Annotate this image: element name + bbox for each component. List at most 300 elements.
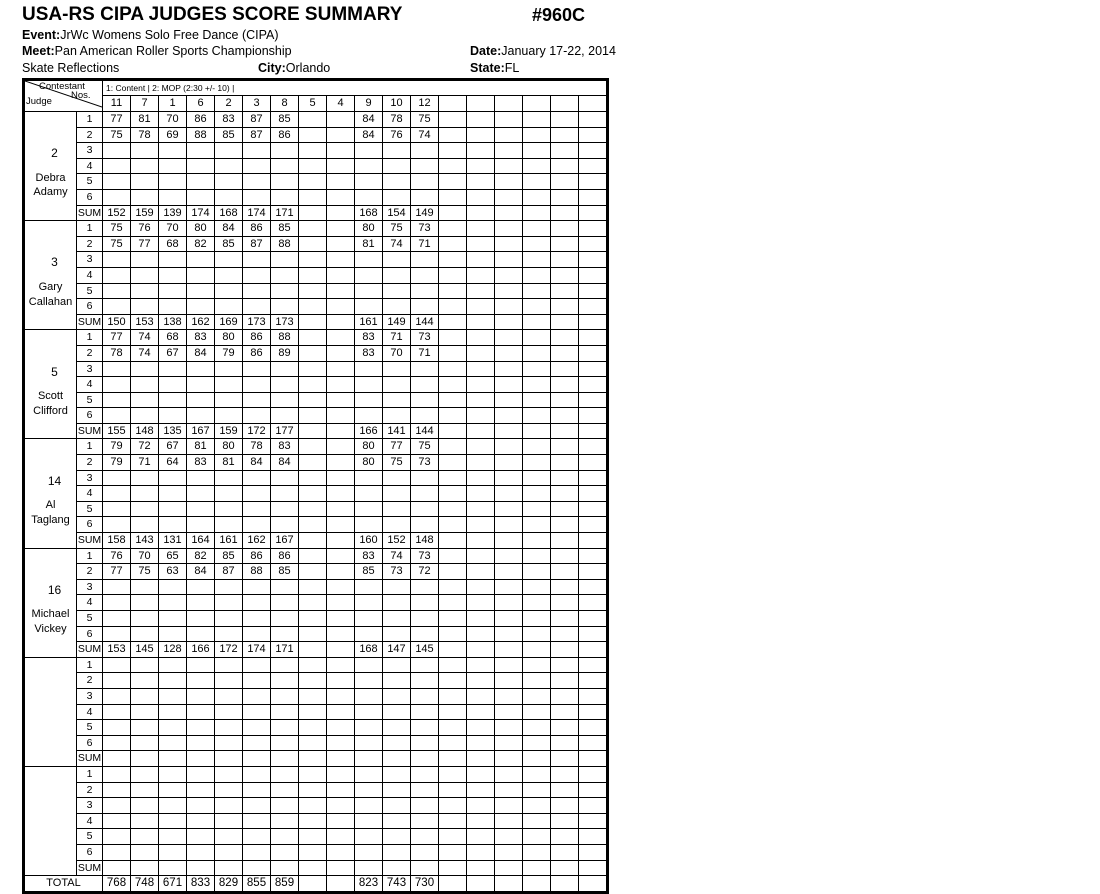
empty-cell[interactable] [411,813,439,829]
empty-cell[interactable] [579,127,607,143]
empty-cell[interactable] [103,798,131,814]
empty-cell[interactable] [159,361,187,377]
empty-cell[interactable] [383,673,411,689]
empty-cell[interactable] [495,267,523,283]
score-cell[interactable]: 84 [187,564,215,580]
empty-cell[interactable] [103,501,131,517]
empty-cell[interactable] [355,657,383,673]
score-cell[interactable]: 71 [131,455,159,471]
score-cell[interactable]: 84 [355,127,383,143]
empty-cell[interactable] [215,252,243,268]
empty-cell[interactable] [383,377,411,393]
empty-cell[interactable] [327,611,355,627]
empty-cell[interactable] [495,673,523,689]
score-cell[interactable]: 86 [243,330,271,346]
empty-cell[interactable] [299,221,327,237]
empty-cell[interactable] [579,688,607,704]
empty-cell[interactable] [579,143,607,159]
empty-cell[interactable] [383,579,411,595]
score-cell[interactable]: 75 [383,221,411,237]
empty-cell[interactable] [299,673,327,689]
empty-cell[interactable] [579,283,607,299]
empty-cell[interactable] [355,517,383,533]
empty-cell[interactable] [523,408,551,424]
score-cell[interactable]: 85 [215,127,243,143]
empty-cell[interactable] [467,455,495,471]
empty-cell[interactable] [159,486,187,502]
empty-cell[interactable] [523,579,551,595]
empty-cell[interactable] [355,673,383,689]
empty-cell[interactable] [159,798,187,814]
empty-cell[interactable] [327,766,355,782]
empty-cell[interactable] [467,501,495,517]
empty-cell[interactable] [495,345,523,361]
score-cell[interactable]: 75 [103,221,131,237]
empty-cell[interactable] [131,688,159,704]
empty-cell[interactable] [327,688,355,704]
empty-cell[interactable] [299,361,327,377]
score-cell[interactable]: 71 [383,330,411,346]
empty-cell[interactable] [131,143,159,159]
empty-cell[interactable] [103,657,131,673]
empty-cell[interactable] [103,189,131,205]
empty-cell[interactable] [299,345,327,361]
empty-cell[interactable] [187,766,215,782]
empty-cell[interactable] [159,267,187,283]
score-cell[interactable]: 89 [271,345,299,361]
empty-cell[interactable] [271,595,299,611]
empty-cell[interactable] [215,470,243,486]
empty-cell[interactable] [299,408,327,424]
empty-cell[interactable] [355,377,383,393]
empty-cell[interactable] [411,267,439,283]
empty-cell[interactable] [551,174,579,190]
empty-cell[interactable] [523,345,551,361]
empty-cell[interactable] [215,517,243,533]
empty-cell[interactable] [411,158,439,174]
empty-cell[interactable] [131,766,159,782]
empty-cell[interactable] [439,330,467,346]
empty-cell[interactable] [579,798,607,814]
empty-cell[interactable] [495,189,523,205]
empty-cell[interactable] [579,626,607,642]
score-cell[interactable]: 73 [411,455,439,471]
empty-cell[interactable] [551,439,579,455]
empty-cell[interactable] [439,501,467,517]
empty-cell[interactable] [355,782,383,798]
empty-cell[interactable] [103,470,131,486]
empty-cell[interactable] [355,501,383,517]
empty-cell[interactable] [439,236,467,252]
empty-cell[interactable] [327,704,355,720]
empty-cell[interactable] [327,595,355,611]
empty-cell[interactable] [523,377,551,393]
empty-cell[interactable] [523,236,551,252]
empty-cell[interactable] [467,657,495,673]
empty-cell[interactable] [579,158,607,174]
empty-cell[interactable] [327,626,355,642]
empty-cell[interactable] [523,673,551,689]
empty-cell[interactable] [383,844,411,860]
empty-cell[interactable] [159,470,187,486]
empty-cell[interactable] [411,174,439,190]
empty-cell[interactable] [131,735,159,751]
empty-cell[interactable] [299,798,327,814]
empty-cell[interactable] [467,361,495,377]
empty-cell[interactable] [523,221,551,237]
empty-cell[interactable] [383,829,411,845]
empty-cell[interactable] [495,735,523,751]
empty-cell[interactable] [299,299,327,315]
score-cell[interactable]: 81 [215,455,243,471]
empty-cell[interactable] [187,174,215,190]
score-cell[interactable]: 67 [159,345,187,361]
empty-cell[interactable] [523,657,551,673]
empty-cell[interactable] [383,657,411,673]
empty-cell[interactable] [523,174,551,190]
empty-cell[interactable] [327,720,355,736]
empty-cell[interactable] [383,392,411,408]
empty-cell[interactable] [495,548,523,564]
empty-cell[interactable] [495,611,523,627]
empty-cell[interactable] [187,673,215,689]
empty-cell[interactable] [327,174,355,190]
empty-cell[interactable] [383,720,411,736]
score-cell[interactable]: 77 [103,564,131,580]
score-cell[interactable]: 80 [355,439,383,455]
empty-cell[interactable] [243,782,271,798]
empty-cell[interactable] [523,564,551,580]
empty-cell[interactable] [439,299,467,315]
empty-cell[interactable] [523,735,551,751]
empty-cell[interactable] [495,720,523,736]
empty-cell[interactable] [495,112,523,128]
empty-cell[interactable] [215,158,243,174]
empty-cell[interactable] [327,735,355,751]
empty-cell[interactable] [551,252,579,268]
empty-cell[interactable] [243,143,271,159]
empty-cell[interactable] [103,408,131,424]
empty-cell[interactable] [327,844,355,860]
empty-cell[interactable] [159,766,187,782]
empty-cell[interactable] [551,735,579,751]
empty-cell[interactable] [495,236,523,252]
empty-cell[interactable] [159,688,187,704]
empty-cell[interactable] [103,813,131,829]
empty-cell[interactable] [523,330,551,346]
empty-cell[interactable] [579,782,607,798]
empty-cell[interactable] [579,252,607,268]
empty-cell[interactable] [243,798,271,814]
empty-cell[interactable] [299,548,327,564]
empty-cell[interactable] [243,720,271,736]
score-cell[interactable]: 83 [355,548,383,564]
empty-cell[interactable] [327,283,355,299]
empty-cell[interactable] [215,813,243,829]
empty-cell[interactable] [411,829,439,845]
empty-cell[interactable] [467,766,495,782]
empty-cell[interactable] [523,486,551,502]
empty-cell[interactable] [411,673,439,689]
empty-cell[interactable] [215,704,243,720]
empty-cell[interactable] [579,439,607,455]
empty-cell[interactable] [103,377,131,393]
empty-cell[interactable] [327,486,355,502]
score-cell[interactable]: 82 [187,548,215,564]
empty-cell[interactable] [495,283,523,299]
score-cell[interactable]: 70 [383,345,411,361]
empty-cell[interactable] [439,377,467,393]
empty-cell[interactable] [299,236,327,252]
empty-cell[interactable] [355,798,383,814]
score-cell[interactable]: 79 [103,439,131,455]
empty-cell[interactable] [495,408,523,424]
empty-cell[interactable] [439,408,467,424]
empty-cell[interactable] [579,408,607,424]
empty-cell[interactable] [103,766,131,782]
empty-cell[interactable] [579,361,607,377]
empty-cell[interactable] [131,798,159,814]
empty-cell[interactable] [187,735,215,751]
empty-cell[interactable] [495,501,523,517]
empty-cell[interactable] [187,626,215,642]
empty-cell[interactable] [579,548,607,564]
empty-cell[interactable] [215,174,243,190]
empty-cell[interactable] [523,392,551,408]
empty-cell[interactable] [551,283,579,299]
empty-cell[interactable] [103,673,131,689]
empty-cell[interactable] [103,626,131,642]
empty-cell[interactable] [467,595,495,611]
empty-cell[interactable] [271,844,299,860]
score-cell[interactable]: 70 [159,112,187,128]
empty-cell[interactable] [439,611,467,627]
empty-cell[interactable] [327,330,355,346]
empty-cell[interactable] [187,813,215,829]
empty-cell[interactable] [215,501,243,517]
empty-cell[interactable] [271,579,299,595]
empty-cell[interactable] [299,501,327,517]
empty-cell[interactable] [579,657,607,673]
score-cell[interactable]: 83 [355,330,383,346]
empty-cell[interactable] [467,143,495,159]
empty-cell[interactable] [551,782,579,798]
empty-cell[interactable] [439,626,467,642]
empty-cell[interactable] [551,766,579,782]
empty-cell[interactable] [299,813,327,829]
empty-cell[interactable] [439,345,467,361]
empty-cell[interactable] [495,626,523,642]
empty-cell[interactable] [355,361,383,377]
empty-cell[interactable] [467,236,495,252]
empty-cell[interactable] [327,439,355,455]
empty-cell[interactable] [327,299,355,315]
empty-cell[interactable] [467,158,495,174]
empty-cell[interactable] [131,517,159,533]
empty-cell[interactable] [131,158,159,174]
empty-cell[interactable] [271,143,299,159]
empty-cell[interactable] [159,283,187,299]
empty-cell[interactable] [383,470,411,486]
empty-cell[interactable] [411,501,439,517]
empty-cell[interactable] [551,579,579,595]
score-cell[interactable]: 76 [103,548,131,564]
empty-cell[interactable] [411,611,439,627]
score-cell[interactable]: 74 [131,330,159,346]
empty-cell[interactable] [243,626,271,642]
empty-cell[interactable] [327,143,355,159]
empty-cell[interactable] [355,704,383,720]
empty-cell[interactable] [187,829,215,845]
empty-cell[interactable] [355,299,383,315]
empty-cell[interactable] [467,330,495,346]
score-cell[interactable]: 84 [187,345,215,361]
empty-cell[interactable] [159,579,187,595]
empty-cell[interactable] [243,377,271,393]
empty-cell[interactable] [439,127,467,143]
score-cell[interactable]: 71 [411,236,439,252]
empty-cell[interactable] [551,829,579,845]
empty-cell[interactable] [523,844,551,860]
empty-cell[interactable] [299,486,327,502]
empty-cell[interactable] [579,579,607,595]
score-cell[interactable]: 74 [383,548,411,564]
empty-cell[interactable] [551,564,579,580]
empty-cell[interactable] [439,844,467,860]
empty-cell[interactable] [103,720,131,736]
empty-cell[interactable] [327,392,355,408]
empty-cell[interactable] [327,189,355,205]
empty-cell[interactable] [131,657,159,673]
empty-cell[interactable] [271,673,299,689]
empty-cell[interactable] [131,611,159,627]
empty-cell[interactable] [551,844,579,860]
empty-cell[interactable] [523,626,551,642]
empty-cell[interactable] [299,688,327,704]
empty-cell[interactable] [439,766,467,782]
empty-cell[interactable] [299,782,327,798]
empty-cell[interactable] [383,189,411,205]
empty-cell[interactable] [243,813,271,829]
empty-cell[interactable] [355,486,383,502]
empty-cell[interactable] [159,829,187,845]
score-cell[interactable]: 83 [215,112,243,128]
empty-cell[interactable] [299,626,327,642]
empty-cell[interactable] [411,470,439,486]
score-cell[interactable]: 64 [159,455,187,471]
empty-cell[interactable] [271,392,299,408]
empty-cell[interactable] [103,174,131,190]
empty-cell[interactable] [131,392,159,408]
empty-cell[interactable] [495,844,523,860]
empty-cell[interactable] [579,517,607,533]
empty-cell[interactable] [523,455,551,471]
empty-cell[interactable] [243,189,271,205]
empty-cell[interactable] [271,829,299,845]
empty-cell[interactable] [187,392,215,408]
empty-cell[interactable] [271,408,299,424]
empty-cell[interactable] [523,299,551,315]
empty-cell[interactable] [551,704,579,720]
empty-cell[interactable] [523,548,551,564]
empty-cell[interactable] [299,283,327,299]
empty-cell[interactable] [551,501,579,517]
empty-cell[interactable] [523,112,551,128]
empty-cell[interactable] [271,299,299,315]
empty-cell[interactable] [439,564,467,580]
empty-cell[interactable] [243,501,271,517]
empty-cell[interactable] [187,595,215,611]
empty-cell[interactable] [523,704,551,720]
score-cell[interactable]: 68 [159,330,187,346]
empty-cell[interactable] [271,517,299,533]
empty-cell[interactable] [523,143,551,159]
empty-cell[interactable] [579,112,607,128]
empty-cell[interactable] [215,720,243,736]
empty-cell[interactable] [551,267,579,283]
empty-cell[interactable] [579,174,607,190]
score-cell[interactable]: 72 [131,439,159,455]
empty-cell[interactable] [439,720,467,736]
empty-cell[interactable] [439,673,467,689]
empty-cell[interactable] [467,548,495,564]
empty-cell[interactable] [243,829,271,845]
empty-cell[interactable] [411,688,439,704]
empty-cell[interactable] [215,798,243,814]
empty-cell[interactable] [243,688,271,704]
empty-cell[interactable] [215,408,243,424]
empty-cell[interactable] [467,470,495,486]
empty-cell[interactable] [271,611,299,627]
empty-cell[interactable] [579,236,607,252]
score-cell[interactable]: 80 [187,221,215,237]
empty-cell[interactable] [355,626,383,642]
empty-cell[interactable] [299,158,327,174]
empty-cell[interactable] [439,143,467,159]
empty-cell[interactable] [215,688,243,704]
empty-cell[interactable] [523,517,551,533]
empty-cell[interactable] [439,829,467,845]
empty-cell[interactable] [551,657,579,673]
empty-cell[interactable] [383,517,411,533]
empty-cell[interactable] [243,361,271,377]
empty-cell[interactable] [551,330,579,346]
empty-cell[interactable] [467,813,495,829]
empty-cell[interactable] [131,408,159,424]
score-cell[interactable]: 86 [271,548,299,564]
empty-cell[interactable] [103,611,131,627]
empty-cell[interactable] [271,501,299,517]
empty-cell[interactable] [215,392,243,408]
empty-cell[interactable] [131,299,159,315]
empty-cell[interactable] [495,813,523,829]
empty-cell[interactable] [467,782,495,798]
empty-cell[interactable] [243,470,271,486]
score-cell[interactable]: 75 [103,127,131,143]
empty-cell[interactable] [243,267,271,283]
score-cell[interactable]: 87 [215,564,243,580]
empty-cell[interactable] [439,517,467,533]
empty-cell[interactable] [159,673,187,689]
empty-cell[interactable] [411,252,439,268]
empty-cell[interactable] [187,657,215,673]
empty-cell[interactable] [495,439,523,455]
empty-cell[interactable] [495,704,523,720]
score-cell[interactable]: 77 [103,330,131,346]
empty-cell[interactable] [579,735,607,751]
score-cell[interactable]: 88 [271,330,299,346]
empty-cell[interactable] [215,361,243,377]
